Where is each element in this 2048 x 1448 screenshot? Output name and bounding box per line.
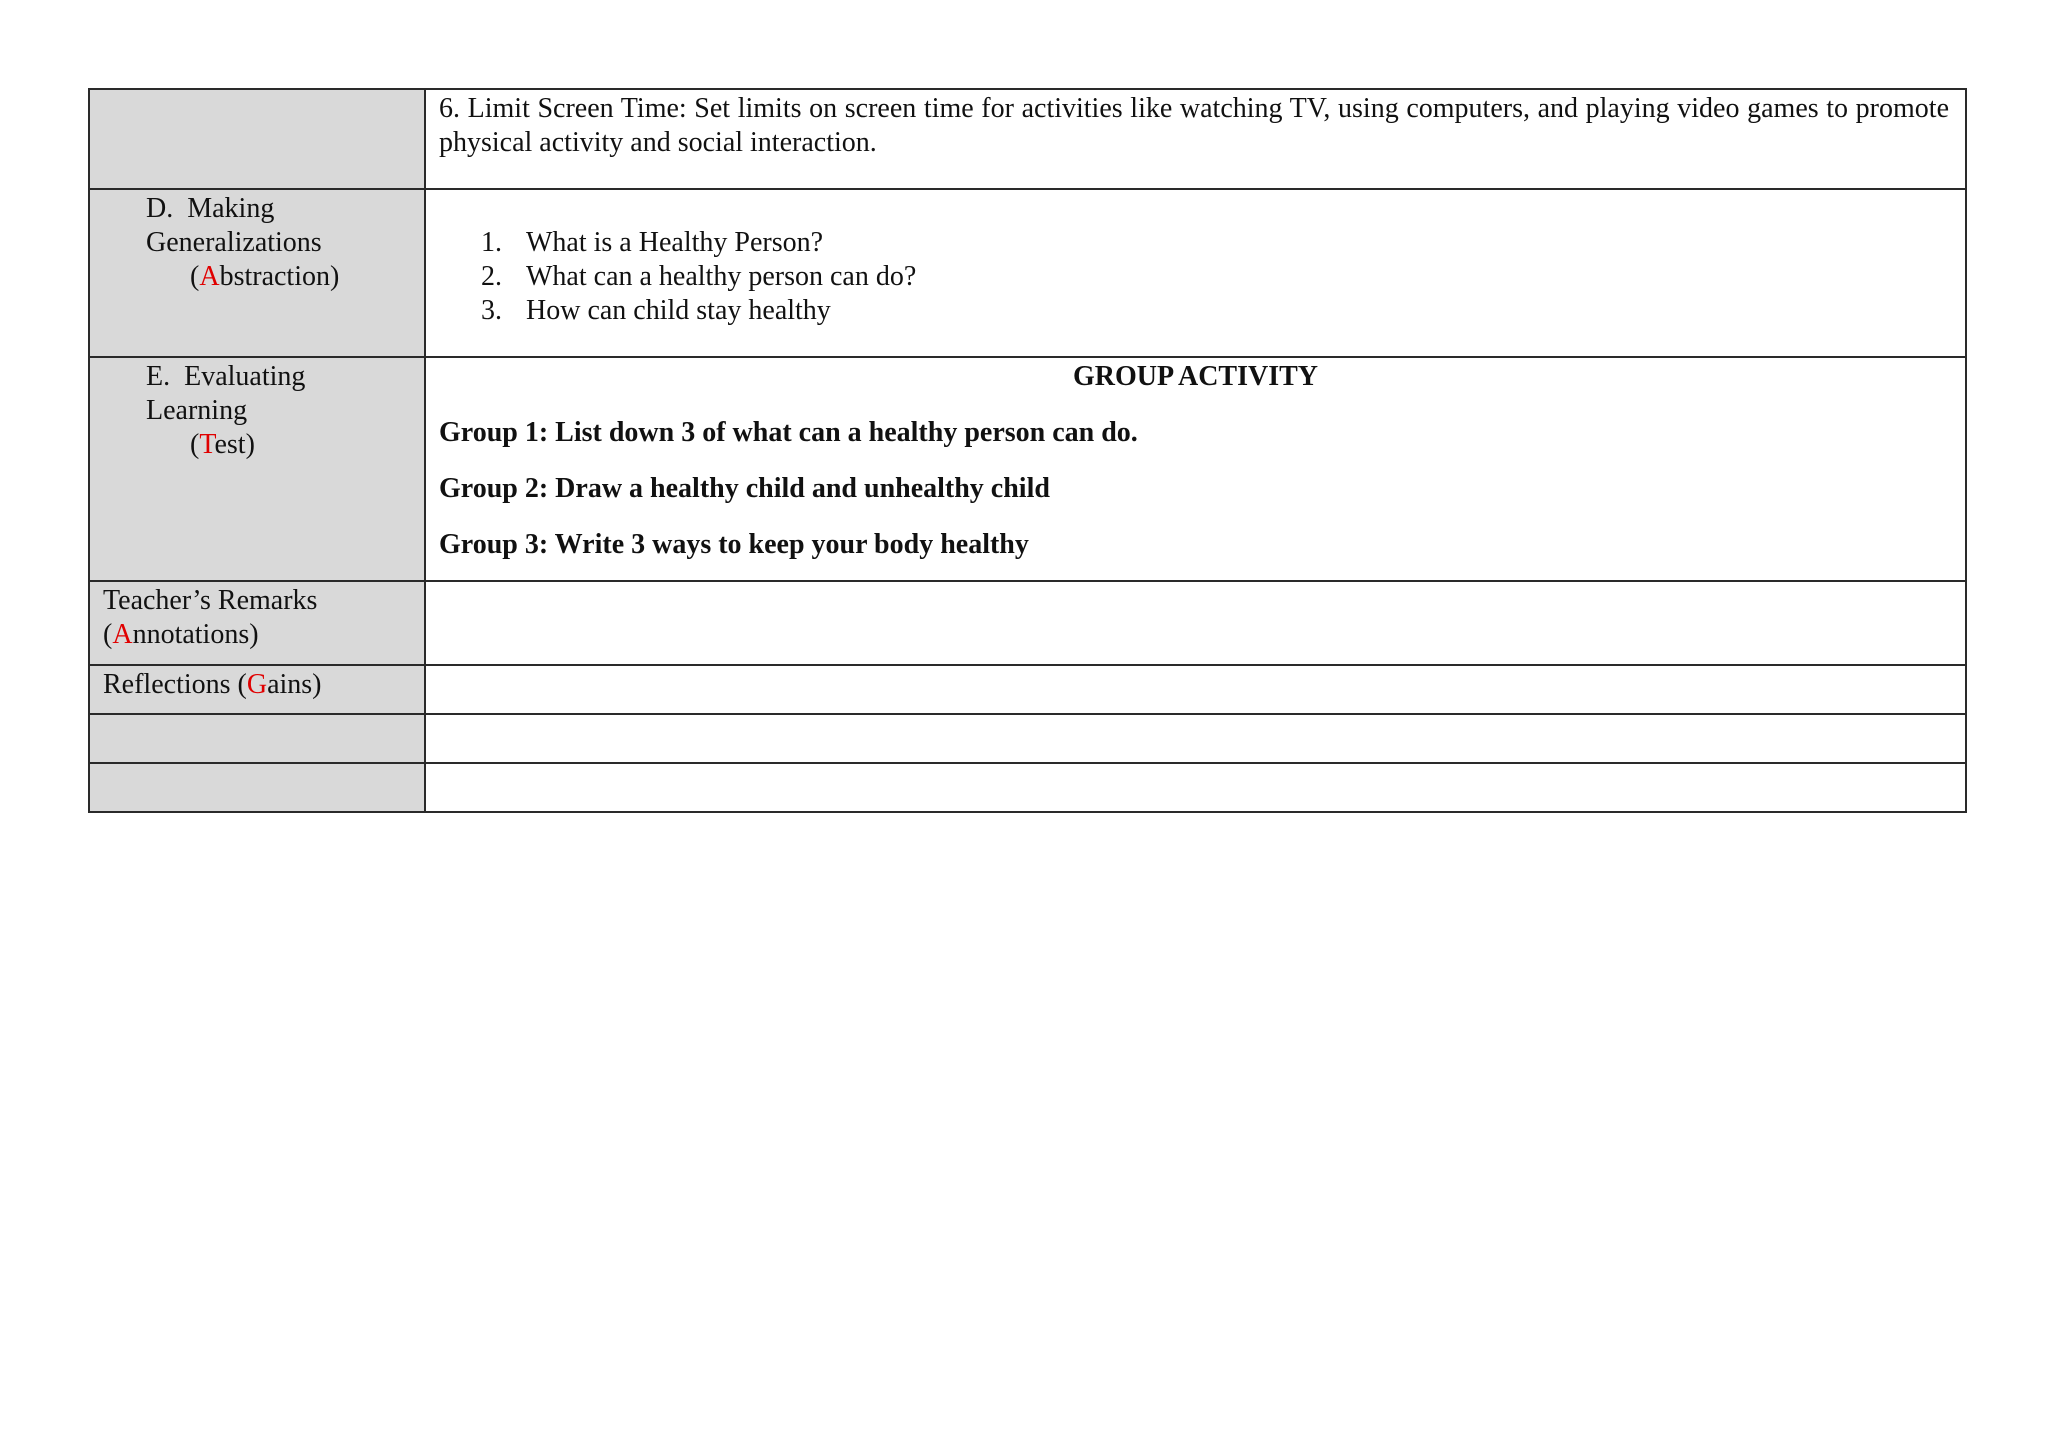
teachers-remarks-rest: nnotations) [132,619,259,650]
table-row [89,714,1966,763]
group-1-task: Group 1: List down 3 of what can a healthy person can do. [439,417,1138,448]
empty-label-cell [89,89,425,189]
paren-open: ( [190,429,200,460]
red-initial: T [199,429,215,460]
group-activity-cell [425,357,1966,581]
question-text: How can child stay healthy [526,295,831,326]
empty-label-cell [89,714,425,763]
evaluating-learning-label-cell [89,357,425,581]
paren-open: ( [190,261,200,292]
teachers-remarks-line1: Teacher’s Remarks [103,585,318,616]
teachers-remarks-label [90,582,424,652]
list-number: 3. [481,295,502,326]
reflections-rest: ains) [267,669,322,700]
list-item [426,260,1965,294]
limit-screen-time-cell [425,89,1966,189]
group-3-task: Group 3: Write 3 ways to keep your body healthy [439,529,1029,560]
section-letter: D. [146,193,174,224]
list-number: 1. [481,227,502,258]
reflections-label [90,666,424,702]
question-text: What can a healthy person can do? [526,261,917,292]
reflections-label-cell [89,665,425,714]
section-sublabel-rest: bstraction) [219,261,340,292]
table-row [89,665,1966,714]
lesson-plan-table [88,88,1967,813]
table-row [89,89,1966,189]
empty-content-cell [425,763,1966,812]
paren-open: ( [103,619,113,650]
table-row [89,581,1966,665]
table-row [89,357,1966,581]
list-item [426,294,1965,328]
red-initial: A [199,261,220,292]
making-generalizations-label [90,190,424,294]
section-sublabel-rest: est) [214,429,255,460]
section-label-line1: Evaluating [184,361,306,392]
list-item [426,226,1965,260]
section-label-line2: Learning [146,395,248,426]
group-2-task: Group 2: Draw a healthy child and unhealthy child [439,473,1050,504]
making-generalizations-label-cell [89,189,425,357]
teachers-remarks-label-cell [89,581,425,665]
question-list [426,226,1965,328]
reflections-prefix: Reflections ( [103,669,247,700]
limit-screen-time-text: 6. Limit Screen Time: Set limits on screen time for activities like watching TV, using computers, and playing video games to promote physical activity and social interaction. [439,93,1949,158]
section-label-line2: Generalizations [146,227,322,258]
generalization-questions-cell [425,189,1966,357]
group-activity-title: GROUP ACTIVITY [1072,361,1319,392]
question-text: What is a Healthy Person? [526,227,824,258]
list-number: 2. [481,261,502,292]
section-label-line1: Making [187,193,275,224]
reflections-content-cell [425,665,1966,714]
table-row [89,189,1966,357]
evaluating-learning-label [90,358,424,462]
red-initial: G [246,669,268,700]
table-row [89,763,1966,812]
red-initial: A [112,619,133,650]
section-letter: E. [146,361,171,392]
teachers-remarks-content-cell [425,581,1966,665]
empty-content-cell [425,714,1966,763]
empty-label-cell [89,763,425,812]
